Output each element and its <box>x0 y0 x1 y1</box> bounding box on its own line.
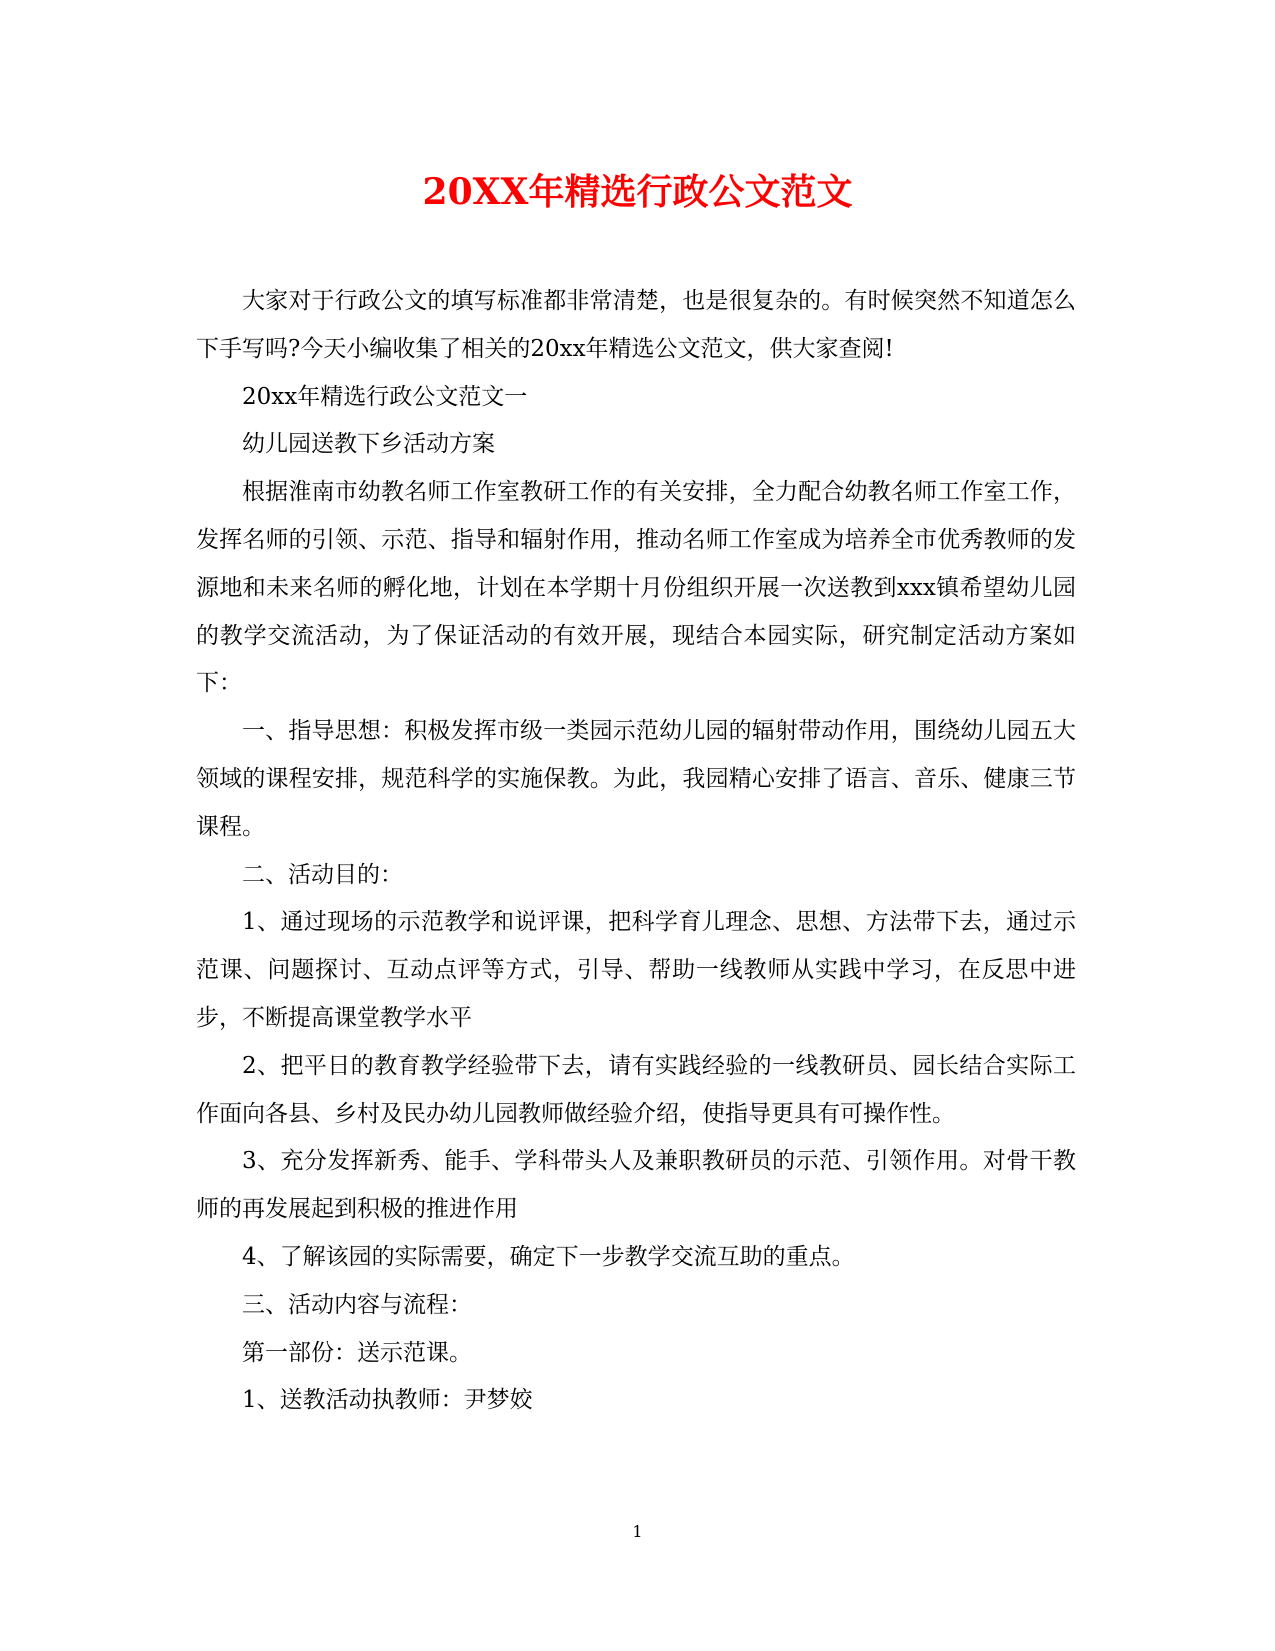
paragraph-purpose-2: 2、把平日的教育教学经验带下去，请有实践经验的一线教研员、园长结合实际工作面向各县、乡村及民办幼儿园教师做经验介绍，使指导更具有可操作性。 <box>196 1052 1076 1127</box>
paragraph-purpose-3: 3、充分发挥新秀、能手、学科带头人及兼职教研员的示范、引领作用。对骨干教师的再发展起到积极的推进作用 <box>196 1148 1076 1223</box>
paragraph-purpose-heading: 二、活动目的： <box>242 861 403 888</box>
paragraph-intro: 大家对于行政公文的填写标准都非常清楚，也是很复杂的。有时候突然不知道怎么下手写吗?今天小编收集了相关的20xx年精选公文范文，供大家查阅! <box>196 288 1076 362</box>
paragraph-guiding-ideology: 一、指导思想：积极发挥市级一类园示范幼儿园的辐射带动作用，围绕幼儿园五大领域的课程安排，规范科学的实施保教。为此，我园精心安排了语言、音乐、健康三节课程。 <box>196 718 1076 840</box>
paragraph-content-heading: 三、活动内容与流程： <box>242 1291 472 1318</box>
document-title: 20XX年精选行政公文范文 <box>422 171 853 213</box>
paragraph-part-one: 第一部份：送示范课。 <box>242 1339 472 1366</box>
page-number: 1 <box>632 1522 643 1541</box>
paragraph-teacher: 1、送教活动执教师：尹梦姣 <box>242 1387 533 1414</box>
paragraph-section-heading: 20xx年精选行政公文范文一 <box>242 383 528 410</box>
paragraph-purpose-1: 1、通过现场的示范教学和说评课，把科学育儿理念、思想、方法带下去，通过示范课、问题探讨、互动点评等方式，引导、帮助一线教师从实践中学习，在反思中进步，不断提高课堂教学水平 <box>196 909 1076 1031</box>
paragraph-plan-title: 幼儿园送教下乡活动方案 <box>242 431 495 458</box>
paragraph-background: 根据淮南市幼教名师工作室教研工作的有关安排，全力配合幼教名师工作室工作，发挥名师的引领、示范、指导和辐射作用，推动名师工作室成为培养全市优秀教师的发源地和未来名师的孵化地，计划在本学期十月份组织开展一次送教到xxx镇希望幼儿园的教学交流活动，为了保证活动的有效开展，现结合本园实际，研究制定活动方案如下： <box>196 479 1076 697</box>
paragraph-purpose-4: 4、了解该园的实际需要，确定下一步教学交流互助的重点。 <box>242 1243 855 1270</box>
document-body <box>196 278 1076 1425</box>
